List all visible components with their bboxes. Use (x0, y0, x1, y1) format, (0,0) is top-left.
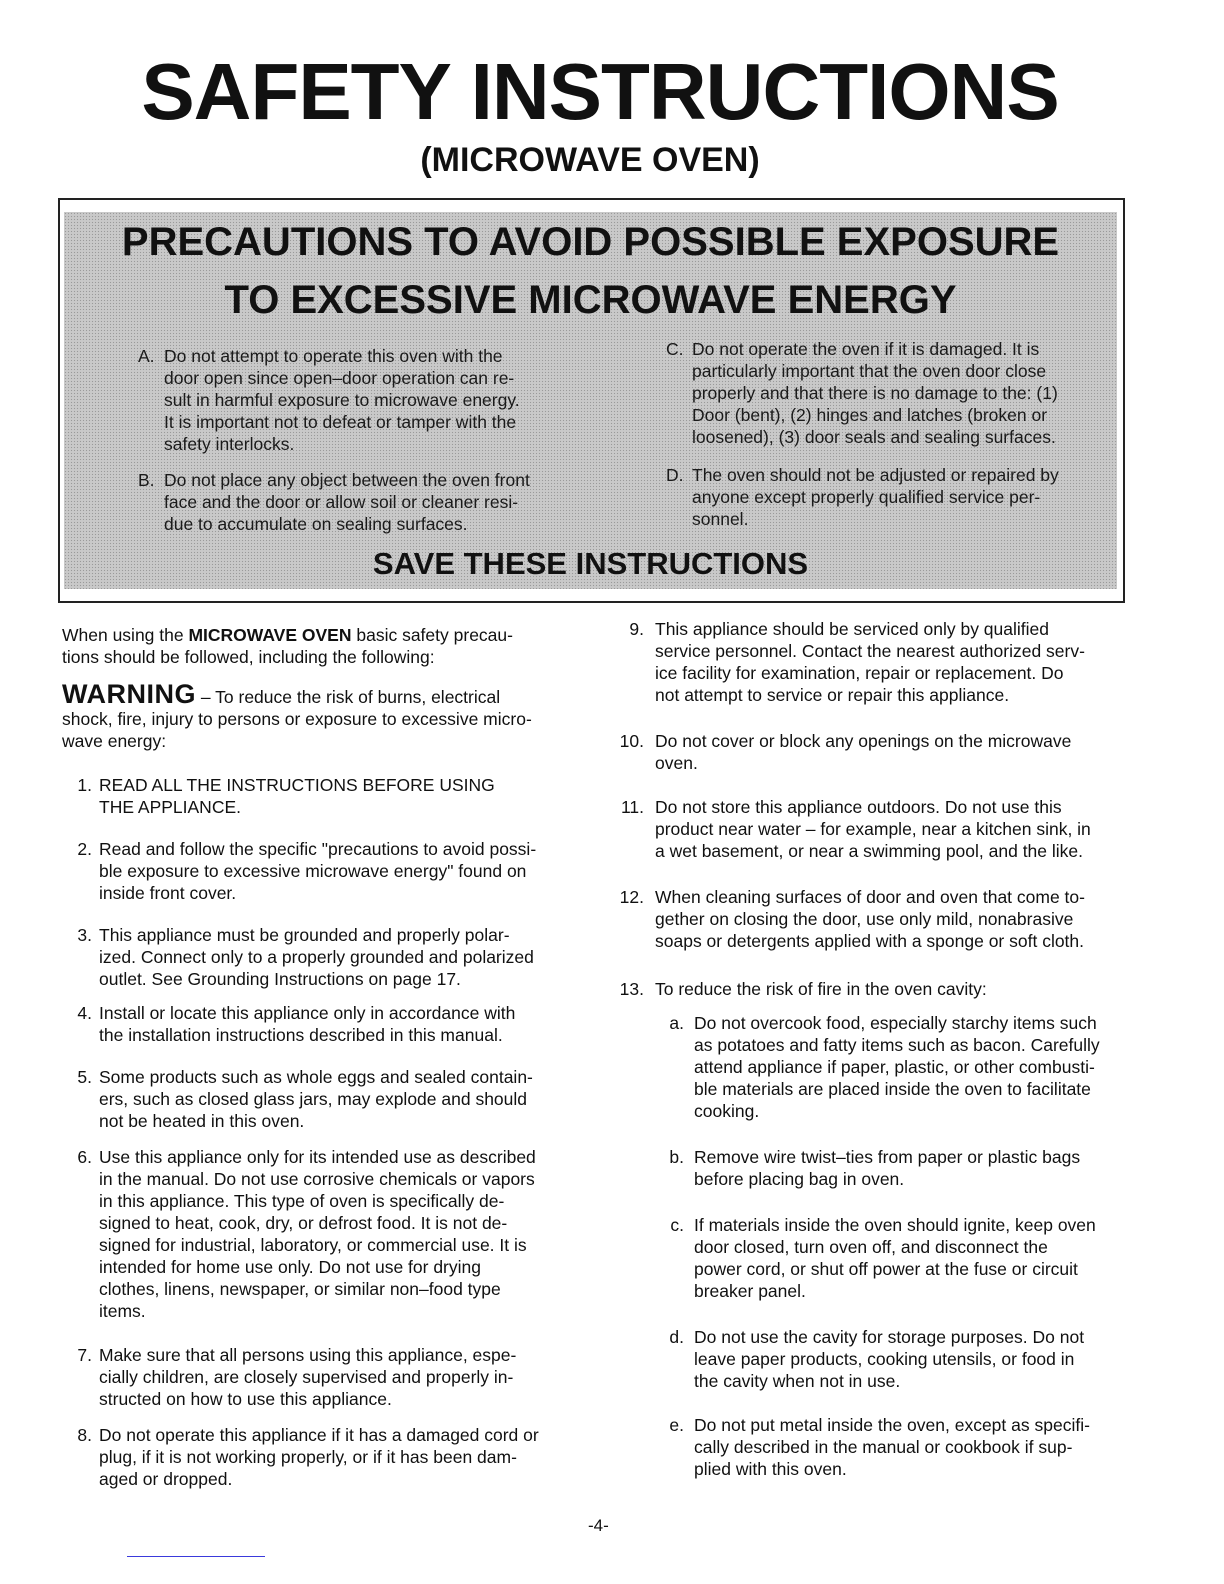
item-line: cally described in the manual or cookbook if sup- (694, 1437, 1073, 1457)
precaution-line: properly and that there is no damage to the: (1) (692, 383, 1058, 403)
precaution-line: door open since open–door operation can re- (164, 368, 515, 388)
item-line: Make sure that all persons using this appliance, espe- (99, 1345, 517, 1365)
item-line: in this appliance. This type of oven is specifically de- (99, 1191, 505, 1211)
item-line: To reduce the risk of fire in the oven cavity: (655, 979, 987, 999)
precaution-line: sult in harmful exposure to microwave energy. (164, 390, 520, 410)
item-line: If materials inside the oven should ignite, keep oven (694, 1215, 1096, 1235)
item-line: Install or locate this appliance only in accordance with (99, 1003, 516, 1023)
item-line: clothes, linens, newspaper, or similar non–food type (99, 1279, 501, 1299)
intro-text: When using the (62, 625, 189, 645)
precaution-line: sonnel. (692, 509, 749, 529)
item-line: plug, if it is not working properly, or if it has been dam- (99, 1447, 517, 1467)
sub-item-letter: a. (669, 1013, 684, 1033)
sub-item-letter: e. (669, 1415, 684, 1435)
item-number: 6. (77, 1147, 92, 1167)
item-line: outlet. See Grounding Instructions on page 17. (99, 969, 461, 989)
precaution-line: Door (bent), (2) hinges and latches (broken or (692, 405, 1048, 425)
item-number: 8. (77, 1425, 92, 1445)
sub-item-letter: b. (669, 1147, 684, 1167)
precaution-line: Do not operate the oven if it is damaged. It is (692, 339, 1040, 359)
intro-bold: MICROWAVE OVEN (188, 625, 352, 645)
precaution-line: It is important not to defeat or tamper with the (164, 412, 517, 432)
item-line: service personnel. Contact the nearest authorized serv- (655, 641, 1085, 661)
precaution-line: Do not place any object between the oven front (164, 470, 530, 490)
item-line: gether on closing the door, use only mild, nonabrasive (655, 909, 1074, 929)
item-line: the cavity when not in use. (694, 1371, 901, 1391)
item-line: plied with this oven. (694, 1459, 847, 1479)
item-line: THE APPLIANCE. (99, 797, 241, 817)
item-line: Do not overcook food, especially starchy items such (694, 1013, 1097, 1033)
item-line: oven. (655, 753, 698, 773)
footer-rule (127, 1556, 265, 1557)
page-subtitle: (MICROWAVE OVEN) (420, 141, 760, 179)
intro-paragraph (62, 624, 582, 646)
item-line: This appliance should be serviced only by qualified (655, 619, 1049, 639)
page-number: -4- (588, 1516, 609, 1535)
sub-item-letter: c. (670, 1215, 684, 1235)
item-line: power cord, or shut off power at the fuse or circuit (694, 1259, 1078, 1279)
item-line: ice facility for examination, repair or replacement. Do (655, 663, 1064, 683)
item-line: as potatoes and fatty items such as bacon. Carefully (694, 1035, 1100, 1055)
warning-paragraph (62, 679, 582, 752)
precaution-letter: B. (138, 470, 155, 490)
item-number: 4. (77, 1003, 92, 1023)
warning-text: – To reduce the risk of burns, electrical (196, 687, 501, 707)
precautions-box (58, 198, 1125, 603)
item-line: This appliance must be grounded and properly polar- (99, 925, 510, 945)
item-line: door closed, turn oven off, and disconnect the (694, 1237, 1048, 1257)
page-title: SAFETY INSTRUCTIONS (141, 47, 1059, 136)
intro-text: basic safety precau- (351, 625, 513, 645)
item-line: ble exposure to excessive microwave energy" found on (99, 861, 527, 881)
precaution-line: safety interlocks. (164, 434, 295, 454)
precaution-d (666, 464, 1112, 530)
precaution-line: face and the door or allow soil or cleaner resi- (164, 492, 519, 512)
precaution-line: loosened), (3) door seals and sealing surfaces. (692, 427, 1056, 447)
left-column (62, 624, 582, 668)
item-number: 13. (619, 979, 644, 999)
item-number: 1. (77, 775, 92, 795)
warning-text: wave energy: (62, 731, 167, 751)
item-number: 3. (77, 925, 92, 945)
item-line: attend appliance if paper, plastic, or other combusti- (694, 1057, 1095, 1077)
item-line: Do not store this appliance outdoors. Do not use this (655, 797, 1062, 817)
precautions-heading-line1: PRECAUTIONS TO AVOID POSSIBLE EXPOSURE (121, 220, 1060, 264)
item-line: ers, such as closed glass jars, may explode and should (99, 1089, 528, 1109)
item-number: 10. (619, 731, 644, 751)
item-line: in the manual. Do not use corrosive chemicals or vapors (99, 1169, 535, 1189)
item-line: before placing bag in oven. (694, 1169, 905, 1189)
item-line: Do not put metal inside the oven, except as specifi- (694, 1415, 1090, 1435)
item-number: 11. (620, 797, 644, 817)
precaution-line: Do not attempt to operate this oven with the (164, 346, 503, 366)
item-line: Remove wire twist–ties from paper or plastic bags (694, 1147, 1081, 1167)
item-line: a wet basement, or near a swimming pool, and the like. (655, 841, 1083, 861)
precaution-letter: A. (138, 346, 155, 366)
item-line: When cleaning surfaces of door and oven that come to- (655, 887, 1085, 907)
item-line: ized. Connect only to a properly grounded and polarized (99, 947, 534, 967)
item-line: breaker panel. (694, 1281, 806, 1301)
precaution-b (138, 469, 584, 535)
item-line: intended for home use only. Do not use for drying (99, 1257, 481, 1277)
precaution-letter: C. (666, 339, 684, 359)
item-number: 2. (77, 839, 92, 859)
item-number: 12. (619, 887, 644, 907)
item-line: cooking. (694, 1101, 760, 1121)
precautions-heading-line2: TO EXCESSIVE MICROWAVE ENERGY (224, 278, 957, 322)
precaution-line: due to accumulate on sealing surfaces. (164, 514, 468, 534)
precaution-c (666, 338, 1112, 448)
item-line: items. (99, 1301, 146, 1321)
item-line: soaps or detergents applied with a sponge or soft cloth. (655, 931, 1085, 951)
item-line: structed on how to use this appliance. (99, 1389, 392, 1409)
precaution-letter: D. (666, 465, 684, 485)
precaution-line: The oven should not be adjusted or repaired by (692, 465, 1059, 485)
precaution-a (138, 345, 584, 455)
item-line: READ ALL THE INSTRUCTIONS BEFORE USING (99, 775, 495, 795)
intro-line: tions should be followed, including the following: (62, 647, 435, 667)
item-line: the installation instructions described in this manual. (99, 1025, 503, 1045)
item-line: inside front cover. (99, 883, 237, 903)
sub-item-letter: d. (669, 1327, 684, 1347)
item-line: signed for industrial, laboratory, or commercial use. It is (99, 1235, 527, 1255)
item-line: not attempt to service or repair this appliance. (655, 685, 1010, 705)
item-line: signed to heat, cook, dry, or defrost food. It is not de- (99, 1213, 508, 1233)
precaution-line: anyone except properly qualified service per- (692, 487, 1041, 507)
precaution-line: particularly important that the oven door close (692, 361, 1047, 381)
item-line: not be heated in this oven. (99, 1111, 305, 1131)
item-line: Some products such as whole eggs and sealed contain- (99, 1067, 533, 1087)
item-line: product near water – for example, near a kitchen sink, in (655, 819, 1091, 839)
warning-text: shock, fire, injury to persons or exposure to excessive micro- (62, 709, 532, 729)
item-line: Do not operate this appliance if it has a damaged cord or (99, 1425, 539, 1445)
item-line: Do not cover or block any openings on the microwave (655, 731, 1072, 751)
item-line: cially children, are closely supervised and properly in- (99, 1367, 514, 1387)
item-line: Do not use the cavity for storage purposes. Do not (694, 1327, 1085, 1347)
item-line: leave paper products, cooking utensils, or food in (694, 1349, 1075, 1369)
save-instructions-heading: SAVE THESE INSTRUCTIONS (372, 546, 809, 581)
item-line: Use this appliance only for its intended use as described (99, 1147, 536, 1167)
item-line: aged or dropped. (99, 1469, 233, 1489)
item-number: 5. (77, 1067, 92, 1087)
item-number: 9. (629, 619, 644, 639)
precautions-panel (64, 212, 1117, 589)
warning-label: WARNING (62, 679, 196, 709)
item-number: 7. (77, 1345, 92, 1365)
item-line: ble materials are placed inside the oven to facilitate (694, 1079, 1091, 1099)
item-line: Read and follow the specific "precautions to avoid possi- (99, 839, 537, 859)
